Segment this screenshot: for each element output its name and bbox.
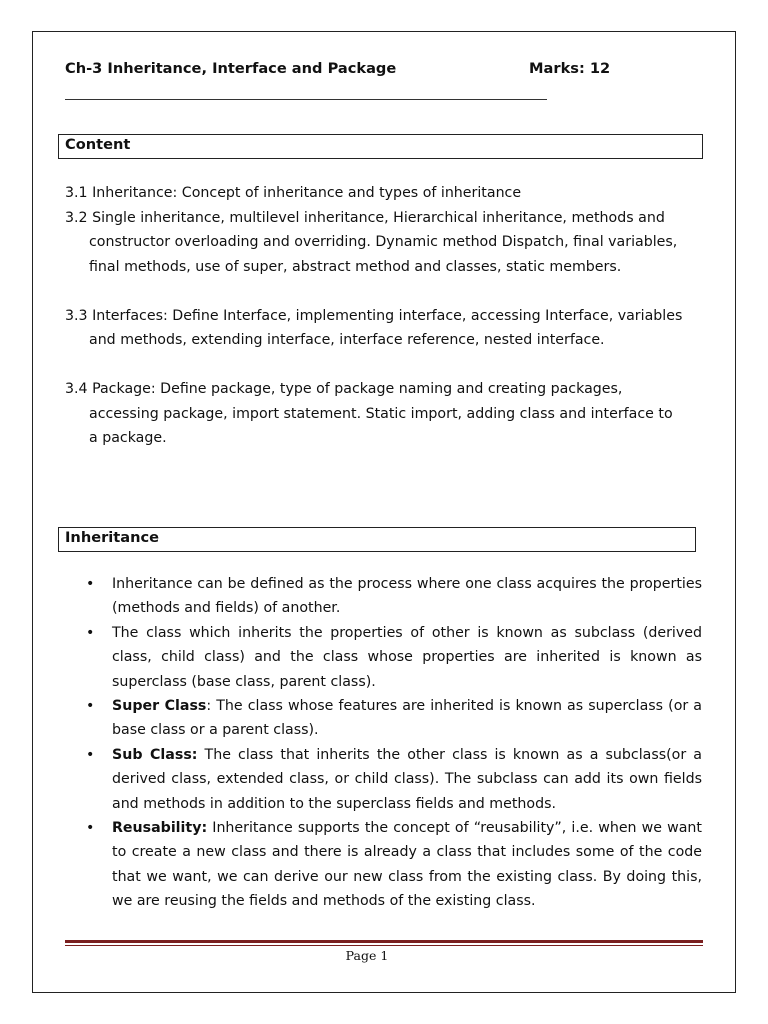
bullet-text: The class that inherits the other class is known as a subclass(or a derived class, extended class, or child class). The subclass can add its own fields and methods in addition to the superclass fields and methods.: [112, 746, 702, 812]
chapter-header: [65, 60, 705, 77]
content-item-3-4: 3.4 Package: Define package, type of package naming and creating packages, accessing package, import statement. Static import, adding class and interface to a package.: [65, 381, 673, 446]
footer-rule: [65, 940, 703, 943]
content-item-3-3: 3.3 Interfaces: Define Interface, implementing interface, accessing Interface, variables and methods, extending interface, interface reference, nested interface.: [65, 307, 683, 348]
inheritance-bullets: [86, 572, 702, 914]
bullet-term: Reusability:: [112, 820, 208, 837]
marks-label: Marks: 12: [529, 60, 611, 77]
inheritance-heading-box: [58, 527, 696, 552]
bullet-text: Inheritance supports the concept of “reusability”, i.e. when we want to create a new class and there is already a class that includes some of the code that we want, we can derive our new class from the existing class. By doing this, we are reusing the fields and methods of the existing class.: [112, 820, 702, 910]
bullet-text: The class which inherits the properties of other is known as subclass (derived class, child class) and the class whose properties are inherited is known as superclass (base class, parent class).: [112, 624, 702, 690]
spacer: [65, 353, 685, 378]
bullet-icon: •: [86, 576, 95, 592]
header-rule: [65, 99, 547, 100]
list-item: [86, 694, 702, 743]
bullet-term: Super Class: [112, 698, 207, 715]
content-heading: Content: [65, 136, 131, 153]
bullet-icon: •: [86, 746, 95, 763]
bullet-text: Inheritance can be defined as the process where one class acquires the properties (methods and fields) of another.: [112, 576, 702, 617]
page-number: Page 1: [345, 948, 389, 963]
list-item: [86, 572, 702, 621]
list-item: [86, 621, 702, 694]
list-item: [86, 743, 702, 816]
footer-rule-thin: [65, 945, 703, 946]
content-item-3-1: 3.1 Inheritance: Concept of inheritance and types of inheritance: [65, 185, 522, 201]
bullet-icon: •: [86, 698, 95, 715]
bullet-term: Sub Class:: [112, 746, 198, 763]
inheritance-heading: Inheritance: [65, 529, 160, 546]
chapter-title: Ch-3 Inheritance, Interface and Package: [65, 60, 397, 77]
content-heading-box: [58, 134, 703, 159]
bullet-icon: •: [86, 820, 95, 837]
list-item: [86, 816, 702, 914]
content-list: [65, 181, 685, 451]
spacer: [65, 279, 685, 304]
content-item-3-2: 3.2 Single inheritance, multilevel inheritance, Hierarchical inheritance, methods and constructor overloading and overriding. Dynamic method Dispatch, final variables, final methods, use of super, abstract method and classes, static members.: [65, 209, 678, 275]
bullet-icon: •: [86, 624, 95, 641]
bullet-text: : The class whose features are inherited is known as superclass (or a base class or a parent class).: [112, 698, 702, 739]
